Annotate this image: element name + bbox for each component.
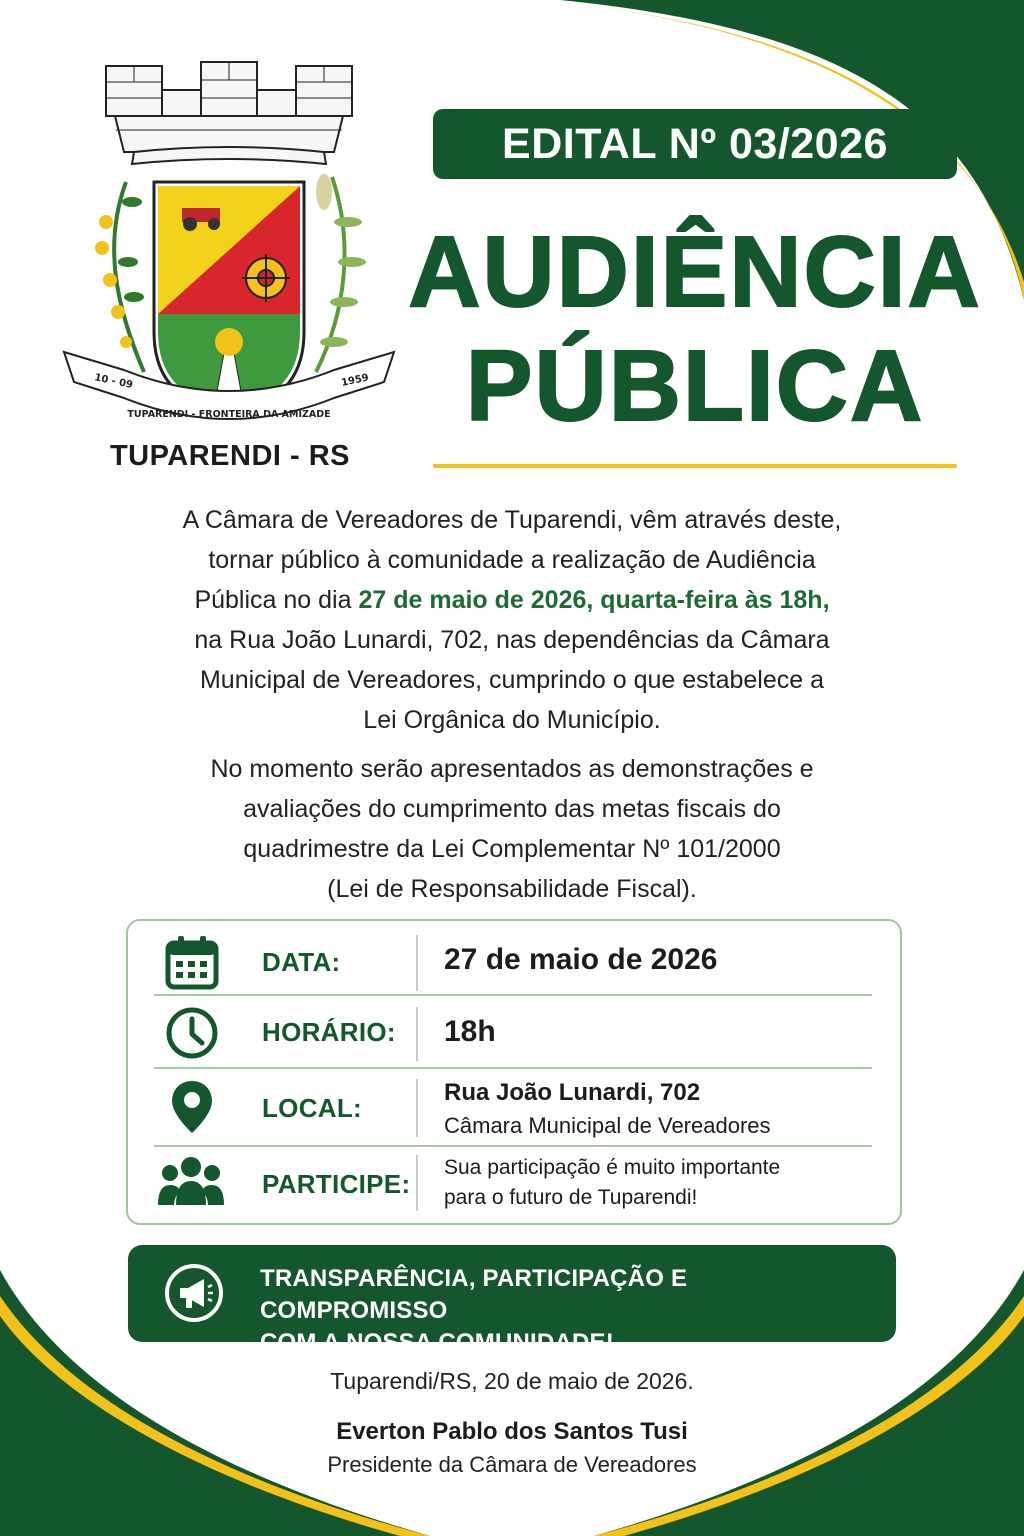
event-info-card bbox=[126, 919, 902, 1225]
participate-label: PARTICIPE: bbox=[262, 1169, 411, 1199]
date-value: 27 de maio de 2026 bbox=[444, 943, 718, 976]
place-value bbox=[444, 1079, 771, 1139]
slogan-banner bbox=[128, 1245, 896, 1356]
megaphone-icon bbox=[164, 1263, 224, 1323]
crest-caption: TUPARENDI - RS bbox=[109, 440, 351, 472]
edital-number-badge: EDITAL Nº 03/2026 bbox=[433, 109, 957, 179]
divider bbox=[416, 1007, 418, 1061]
date-label: DATA: bbox=[262, 947, 341, 977]
crest-ribbon-motto: TUPARENDI - FRONTEIRA DA AMIZADE bbox=[127, 409, 331, 420]
participate-line: Sua participação é muito importante bbox=[444, 1156, 781, 1179]
people-icon bbox=[156, 1153, 226, 1213]
clock-icon bbox=[162, 1003, 222, 1063]
headline-line-1: AUDIÊNCIA bbox=[408, 216, 982, 328]
info-row-date bbox=[154, 933, 874, 993]
purpose-line: quadrimestre da Lei Complementar Nº 101/2000 bbox=[243, 835, 781, 863]
crest-ribbon-right: 1959 bbox=[340, 372, 370, 389]
divider bbox=[416, 1079, 418, 1137]
intro-line: Municipal de Vereadores, cumprindo o que estabelece a bbox=[199, 666, 824, 694]
info-row-participate bbox=[154, 1153, 874, 1215]
intro-line: tornar público à comunidade a realização de Audiência bbox=[208, 546, 816, 574]
participate-message bbox=[444, 1153, 780, 1213]
participate-line: para o futuro de Tuparendi! bbox=[444, 1186, 698, 1209]
calendar-icon bbox=[162, 933, 222, 993]
place-address: Rua João Lunardi, 702 bbox=[444, 1079, 701, 1106]
divider bbox=[416, 1155, 418, 1211]
intro-paragraph bbox=[112, 500, 912, 740]
slogan-line: TRANSPARÊNCIA, PARTICIPAÇÃO E COMPROMISSO bbox=[260, 1265, 688, 1324]
info-row-time bbox=[154, 1003, 874, 1063]
crest-ribbon-left: 10 - 09 bbox=[93, 372, 134, 392]
location-pin-icon bbox=[162, 1077, 222, 1137]
place-venue: Câmara Municipal de Vereadores bbox=[444, 1113, 771, 1138]
row-divider bbox=[154, 1067, 872, 1069]
purpose-line: No momento serão apresentados as demonstrações e bbox=[210, 755, 814, 783]
purpose-line: (Lei de Responsabilidade Fiscal). bbox=[327, 875, 697, 903]
purpose-paragraph bbox=[112, 749, 912, 909]
headline-line-2: PÚBLICA bbox=[465, 330, 925, 442]
intro-line: na Rua João Lunardi, 702, nas dependências da Câmara bbox=[194, 626, 830, 654]
divider bbox=[416, 935, 418, 991]
info-row-place bbox=[154, 1073, 874, 1143]
intro-line: Lei Orgânica do Município. bbox=[363, 706, 661, 734]
issue-dateline: Tuparendi/RS, 20 de maio de 2026. bbox=[330, 1368, 694, 1394]
time-label: HORÁRIO: bbox=[262, 1017, 396, 1047]
intro-line: A Câmara de Vereadores de Tuparendi, vêm através deste, bbox=[182, 506, 842, 534]
signer-name: Everton Pablo dos Santos Tusi bbox=[336, 1418, 688, 1445]
intro-highlight-date: 27 de maio de 2026, quarta-feira às 18h, bbox=[358, 586, 830, 614]
row-divider bbox=[154, 994, 872, 996]
signer-role: Presidente da Câmara de Vereadores bbox=[327, 1452, 697, 1477]
place-label: LOCAL: bbox=[262, 1093, 362, 1123]
intro-line bbox=[112, 580, 912, 620]
slogan-line: COM A NOSSA COMUNIDADE! bbox=[260, 1329, 614, 1356]
headline-underline bbox=[433, 464, 957, 468]
slogan-text bbox=[260, 1263, 880, 1359]
municipal-crest bbox=[54, 52, 404, 442]
intro-text: Pública no dia bbox=[194, 586, 359, 614]
time-value: 18h bbox=[444, 1015, 496, 1048]
row-divider bbox=[154, 1145, 872, 1147]
purpose-line: avaliações do cumprimento das metas fiscais do bbox=[243, 795, 781, 823]
